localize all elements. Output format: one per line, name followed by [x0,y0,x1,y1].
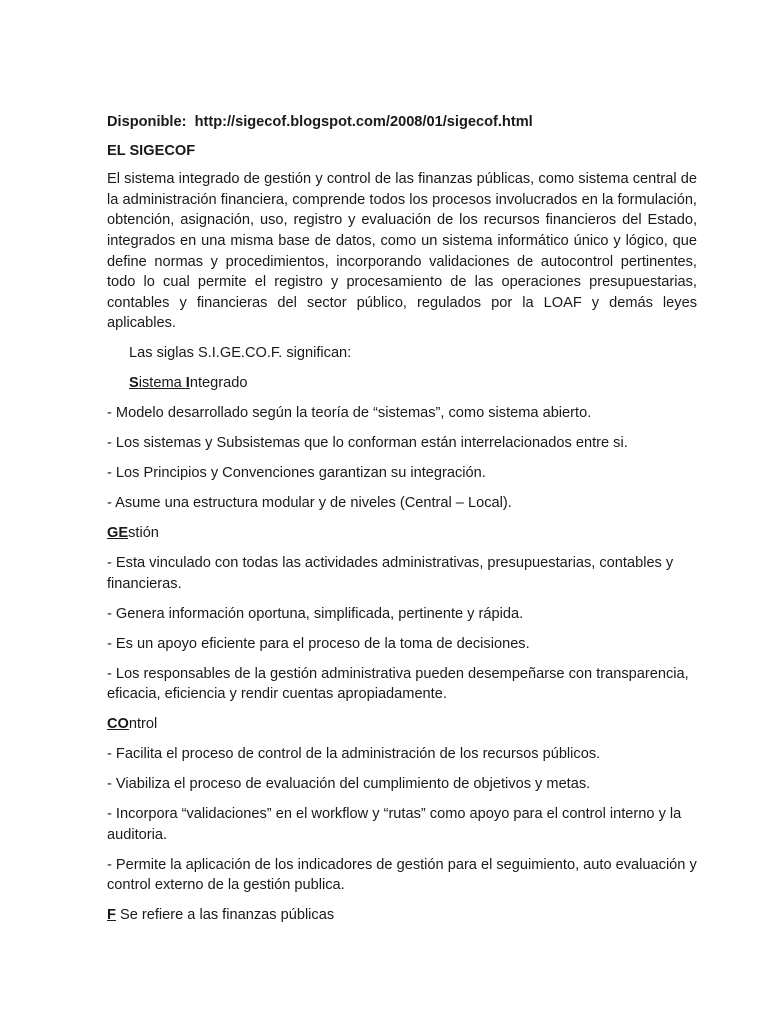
heading-si-s-rest: istema [138,375,182,392]
heading-si-i-initial: I [185,375,190,392]
heading-si-s-initial: S [129,375,139,392]
heading-ge-rest: stión [128,525,159,542]
document-title: EL SIGECOF [107,142,196,159]
heading-finanzas [107,905,697,926]
siglas-line: Las siglas S.I.GE.CO.F. significan: [129,345,352,362]
list-item: - Los Principios y Convenciones garantizan su integración. [107,465,486,482]
heading-si-i-rest: ntegrado [189,375,248,392]
source-label: Disponible: [107,114,187,130]
list-item: - Es un apoyo eficiente para el proceso de la toma de decisiones. [107,635,530,652]
document-page [107,112,697,935]
list-item: - Los sistemas y Subsistemas que lo conforman están interrelacionados entre si. [107,435,628,452]
list-item: - Asume una estructura modular y de niveles (Central – Local). [107,495,512,512]
list-item: - Los responsables de la gestión administrativa pueden desempeñarse con transparencia, eficacia, eficiencia y rendir cuentas apropiadamente. [107,665,689,703]
list-item: - Permite la aplicación de los indicadores de gestión para el seguimiento, auto evaluación y control externo de la gestión publica. [107,856,697,894]
heading-co-initial: CO [107,716,129,733]
list-item: - Incorpora “validaciones” en el workflow y “rutas” como apoyo para el control interno y la auditoria. [107,806,682,843]
source-line [107,112,697,133]
list-item: - Esta vinculado con todas las actividades administrativas, presupuestarias, contables y financieras. [107,555,674,592]
heading-co-rest: ntrol [128,716,158,733]
heading-gestion [107,523,697,544]
heading-f-rest: Se refiere a las finanzas públicas [115,907,335,924]
list-item: - Modelo desarrollado según la teoría de “sistemas”, como sistema abierto. [107,405,592,422]
list-item: - Genera información oportuna, simplificada, pertinente y rápida. [107,605,524,622]
heading-sistema-integrado [107,373,697,394]
list-item: - Viabiliza el proceso de evaluación del cumplimiento de objetivos y metas. [107,776,591,793]
heading-control [107,714,697,735]
heading-f-initial: F [107,907,116,924]
list-item: - Facilita el proceso de control de la administración de los recursos públicos. [107,746,601,763]
heading-ge-initial: GE [107,525,129,542]
intro-paragraph: El sistema integrado de gestión y control de las finanzas públicas, como sistema central de la administración financiera, comprende todos los procesos involucrados en la formulación, obtención, asignación, uso, registro y evaluación de los recursos financieros del Estado, integrados en una misma base de datos, como un sistema informático único y lógico, que define normas y procedimientos, incorporando validaciones de autocontrol pertinentes, todo lo cual permite el registro y procesamiento de las operaciones presupuestarias, contables y financieras del sector público, regulados por la LOAF y demás leyes aplicables. [107,171,697,332]
source-url[interactable]: http://sigecof.blogspot.com/2008/01/sigecof.html [194,114,533,130]
